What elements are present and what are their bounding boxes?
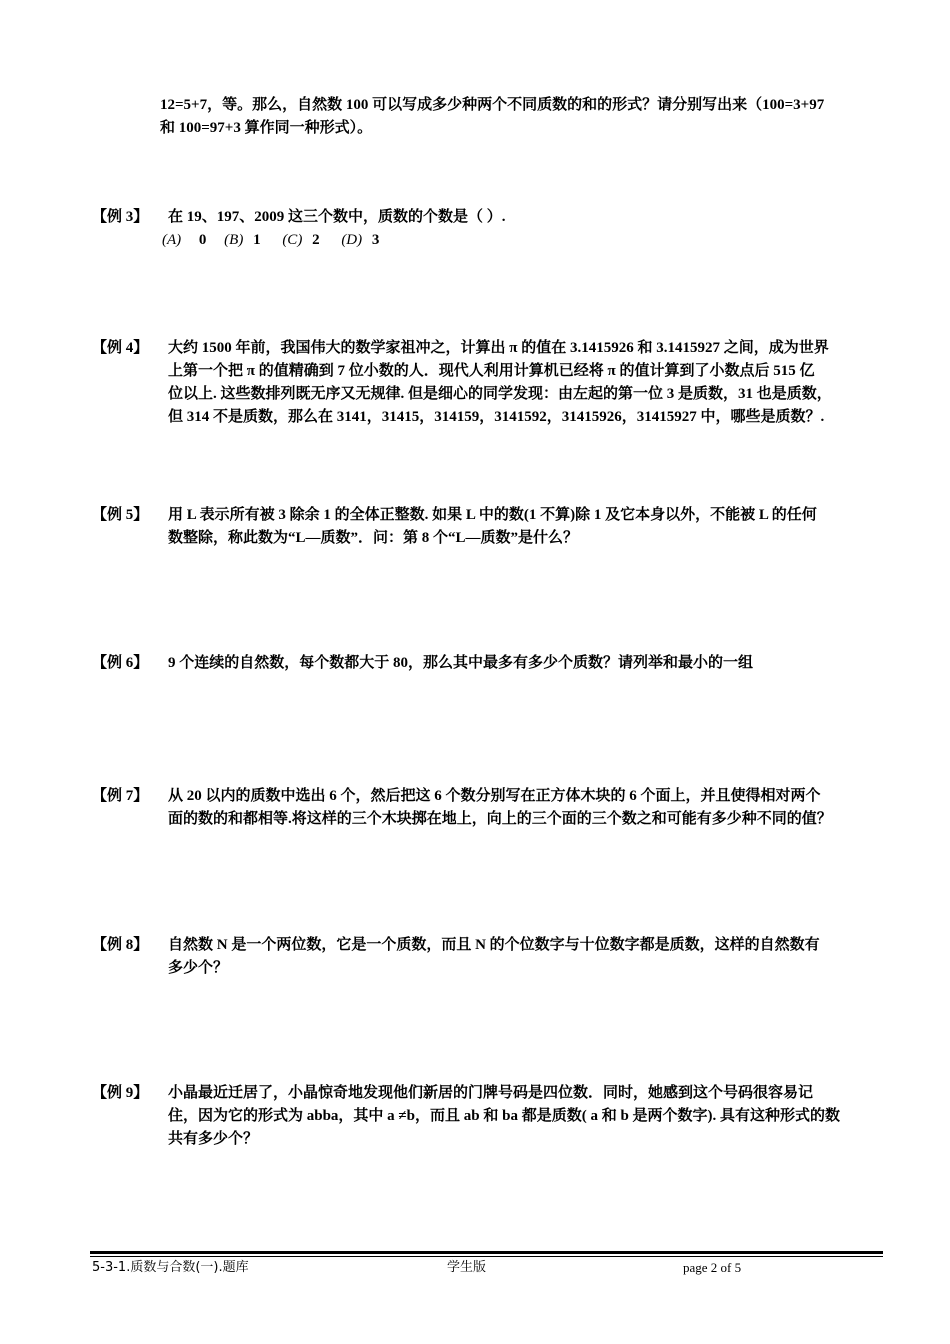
example-text: 小晶最近迁居了，小晶惊奇地发现他们新居的门牌号码是四位数．同时，她感到这个号码很容易记 住，因为它的形式为 abba，其中 a ≠b，而且 ab 和 ba 都是质数( a 和 b 是两个数字). 具有这种形式的数 共有多少个？ [168,1085,841,1147]
example-text: 大约 1500 年前，我国伟大的数学家祖冲之，计算出 π 的值在 3.1415926 和 3.1415927 之间，成为世界 上第一个把 π 的值精确到 7 位小数的人．现代人利用计算机已经将 π 的值计算到了小数点后 515 亿 位以上. 这些数排列既无序又无规律. 但是细心的同学发现：由左起的第一位 3 是质数，31 也是质数， 但 314 不是质数，那么在 3141，31415，314159，3141592，31415926，31415927 中，哪些是质数？. [168,340,832,425]
example-text: 在 19、197、2009 这三个数中，质数的个数是（ ）. [168,209,506,225]
example-label: 【例 7】 [92,788,149,804]
option-c-value: 2 [312,232,320,248]
example-label: 【例 5】 [92,507,149,523]
example-label: 【例 3】 [92,209,149,225]
footer-page-number: page 2 of 5 [683,1260,742,1275]
example-text: 自然数 N 是一个两位数，它是一个质数，而且 N 的个位数字与十位数字都是质数，这样的自然数有 多少个？ [168,937,820,976]
option-c-letter: (C) [282,232,303,248]
example-label: 【例 4】 [92,340,149,356]
footer-rule-thick [90,1251,883,1254]
option-d-value: 3 [371,232,380,248]
option-d-letter: (D) [341,232,363,248]
example-text: 用 L 表示所有被 3 除余 1 的全体正整数. 如果 L 中的数(1 不算)除 1 及它本身以外，不能被 L 的任何 数整除，称此数为“L—质数”．问：第 8 个“L—质数”是什么？ [168,507,817,546]
example-label: 【例 6】 [92,655,149,671]
example-text: 从 20 以内的质数中选出 6 个，然后把这 6 个数分别写在正方体木块的 6 个面上，并且使得相对两个 面的数的和都相等.将这样的三个木块掷在地上，向上的三个面的三个数之和可能有多少种不同的值？ [168,788,832,827]
option-b-value: 1 [253,232,261,248]
option-b-letter: (B) [224,232,244,248]
intro-text: 12=5+7，等。那么，自然数 100 可以写成多少种两个不同质数的和的形式？请分别写出来（100=3+97 和 100=97+3 算作同一种形式）。 [160,97,825,136]
footer-rule-thin [90,1256,883,1257]
footer-title: 5-3-1.质数与合数(一).题库 [92,1260,249,1275]
option-a-letter: (A) [162,232,182,248]
example-label: 【例 8】 [92,937,149,953]
example-text: 9 个连续的自然数，每个数都大于 80，那么其中最多有多少个质数？请列举和最小的一组 [168,655,754,671]
option-a-value: 0 [198,232,207,248]
example-label: 【例 9】 [92,1085,149,1101]
answer-options [162,229,379,252]
footer-edition: 学生版 [447,1260,487,1275]
